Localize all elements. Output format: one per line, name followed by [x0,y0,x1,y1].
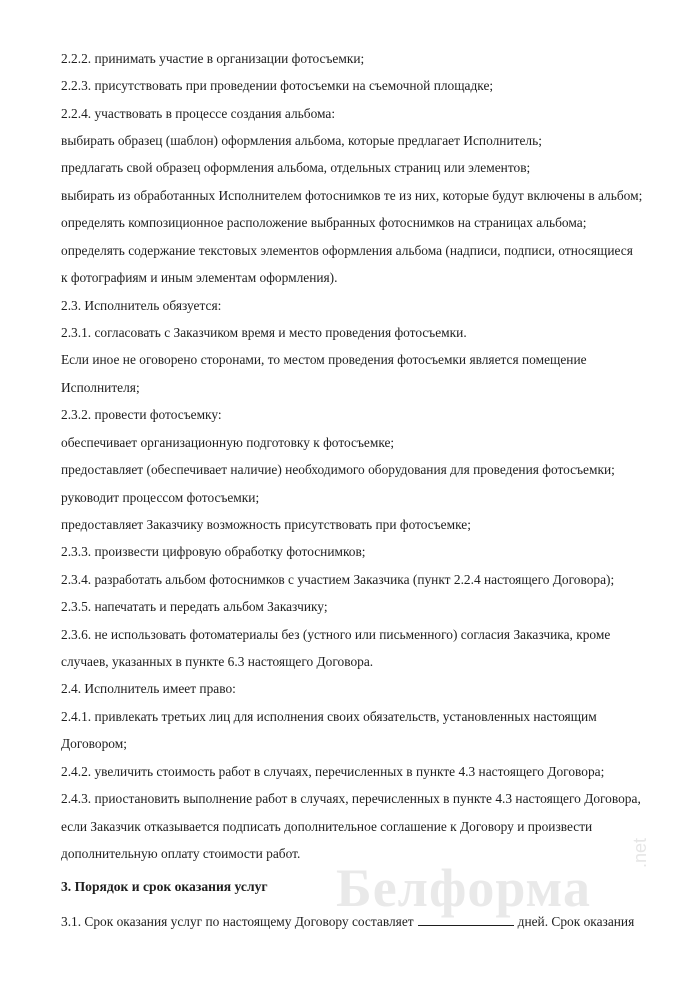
doc-line: 2.2.3. присутствовать при проведении фотосъемки на съемочной площадке; [61,78,494,93]
doc-line: если Заказчик отказывается подписать дополнительное соглашение к Договору и произвести [61,819,593,834]
doc-line: 2.4.3. приостановить выполнение работ в случаях, перечисленных в пункте 4.3 настоящего Договора, [61,791,641,806]
doc-line: выбирать образец (шаблон) оформления альбома, которые предлагает Исполнитель; [61,133,542,148]
term-text-after: дней. Срок оказания [517,914,635,929]
doc-line: определять содержание текстовых элементов оформления альбома (надписи, подписи, относящиеся [61,243,633,258]
doc-line: предлагать свой образец оформления альбома, отдельных страниц или элементов; [61,160,531,175]
doc-line: 2.4.1. привлекать третьих лиц для исполнения своих обязательств, установленных настоящим [61,709,597,724]
doc-line: Договором; [61,736,127,751]
doc-line: руководит процессом фотосъемки; [61,490,260,505]
doc-line: 2.3.2. провести фотосъемку: [61,407,222,422]
doc-line: случаев, указанных в пункте 6.3 настоящего Договора. [61,654,374,669]
doc-line: 2.3.3. произвести цифровую обработку фотоснимков; [61,544,366,559]
doc-line: выбирать из обработанных Исполнителем фотоснимков те из них, которые будут включены в альбом; [61,188,643,203]
doc-line: к фотографиям и иным элементам оформления). [61,270,338,285]
doc-line: предоставляет Заказчику возможность присутствовать при фотосъемке; [61,517,471,532]
doc-line: Исполнителя; [61,380,140,395]
doc-line-term [61,913,634,931]
doc-line: 2.4. Исполнитель имеет право: [61,681,236,696]
watermark-logo: Белформа [336,858,591,918]
doc-line: 2.3.5. напечатать и передать альбом Заказчику; [61,599,328,614]
doc-line: обеспечивает организационную подготовку к фотосъемке; [61,435,395,450]
watermark-tld: .net [630,837,650,868]
doc-line: предоставляет (обеспечивает наличие) необходимого оборудования для проведения фотосъемки; [61,462,615,477]
doc-line: определять композиционное расположение выбранных фотоснимков на страницах альбома; [61,215,587,230]
doc-line: 2.3.4. разработать альбом фотоснимков с участием Заказчика (пункт 2.2.4 настоящего Договора); [61,572,615,587]
doc-line: 2.3.6. не использовать фотоматериалы без (устного или письменного) согласия Заказчика, кроме [61,627,611,642]
doc-line: дополнительную оплату стоимости работ. [61,846,301,861]
doc-line: 2.3.1. согласовать с Заказчиком время и место проведения фотосъемки. [61,325,467,340]
doc-line: Если иное не оговорено сторонами, то местом проведения фотосъемки является помещение [61,352,587,367]
doc-line: 2.3. Исполнитель обязуется: [61,298,222,313]
term-text-before: 3.1. Срок оказания услуг по настоящему Договору составляет [61,914,414,929]
term-days-blank[interactable] [418,913,514,926]
doc-line: 2.2.2. принимать участие в организации фотосъемки; [61,51,365,66]
doc-line: 2.2.4. участвовать в процессе создания альбома: [61,106,336,121]
section-heading: 3. Порядок и срок оказания услуг [61,879,268,894]
doc-line: 2.4.2. увеличить стоимость работ в случаях, перечисленных в пункте 4.3 настоящего Договора; [61,764,605,779]
